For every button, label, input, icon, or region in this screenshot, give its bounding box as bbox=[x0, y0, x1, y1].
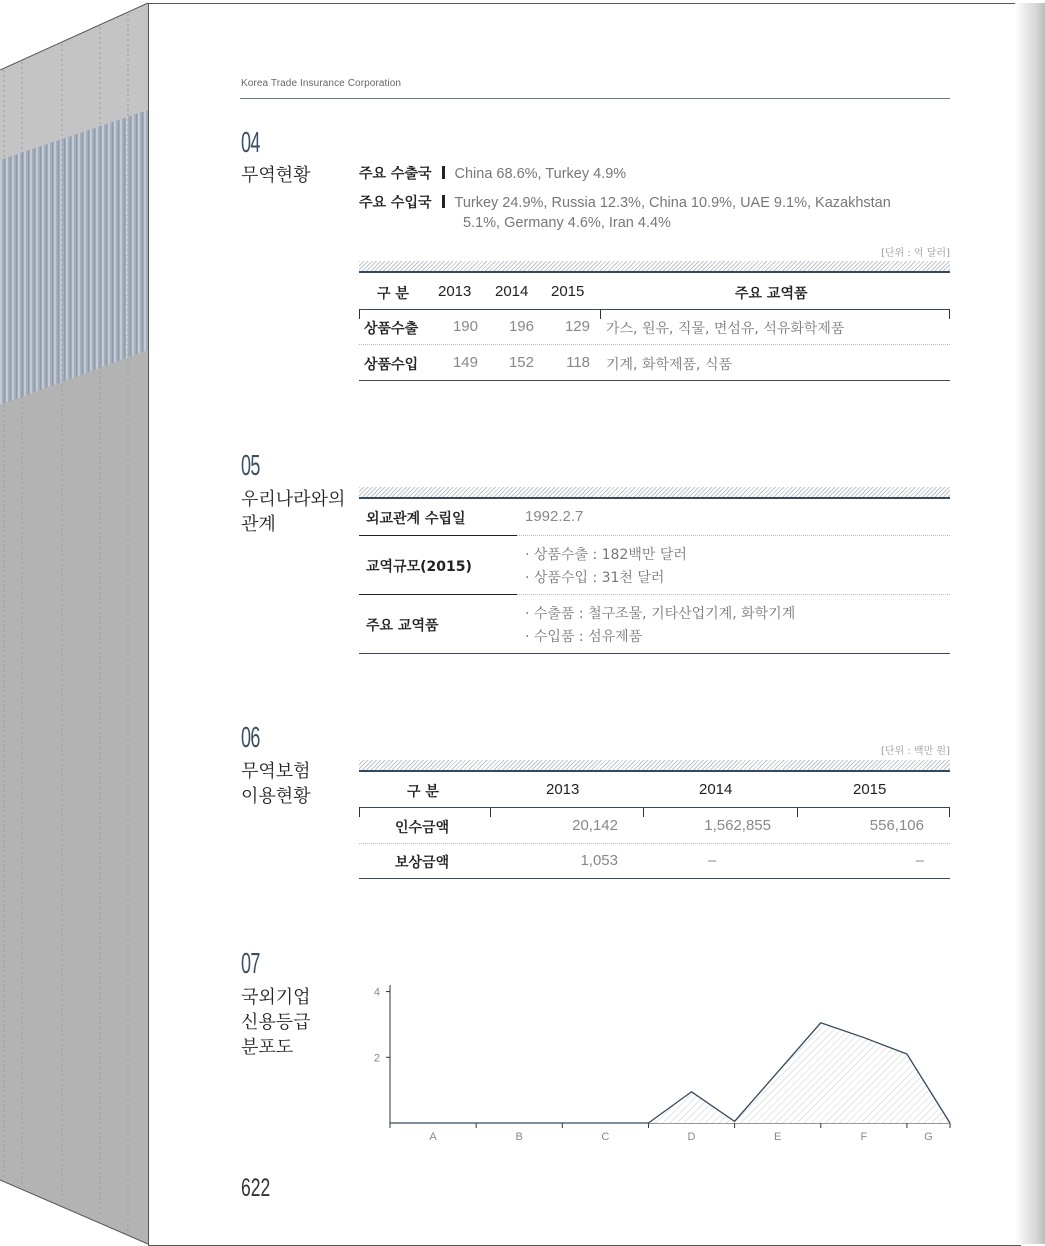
row-value-line: · 상품수입 : 31천 달러 bbox=[525, 570, 665, 586]
table-tick bbox=[949, 807, 950, 817]
unit-label: [단위 : 억 달러] bbox=[880, 248, 950, 259]
separator-bar bbox=[442, 166, 445, 179]
credit-rating-chart bbox=[355, 985, 955, 1150]
row-divider bbox=[359, 344, 950, 345]
y-tick-label: 2 bbox=[373, 1052, 380, 1065]
value-2014: 152 bbox=[508, 354, 534, 371]
table-header: 구 분 bbox=[377, 286, 409, 302]
export-label: 주요 수출국 bbox=[359, 166, 432, 182]
x-tick-label: F bbox=[860, 1131, 868, 1143]
value-2015: 118 bbox=[566, 354, 590, 371]
x-tick-label: A bbox=[429, 1131, 437, 1143]
table-header: 2014 bbox=[495, 283, 529, 300]
row-value-line: · 수출품 : 철구조물, 기타산업기계, 화학기계 bbox=[525, 606, 796, 622]
table-header: 2014 bbox=[699, 781, 733, 798]
y-tick-label: 4 bbox=[373, 986, 380, 999]
section-title-line2: 이용현황 bbox=[241, 786, 311, 807]
header-bottom-rule bbox=[359, 309, 950, 310]
table-bottom-rule bbox=[359, 653, 950, 654]
section-title-line2: 신용등급 bbox=[241, 1012, 311, 1033]
running-header: Korea Trade Insurance Corporation bbox=[241, 78, 402, 89]
table-top-hatch bbox=[359, 261, 950, 273]
import-value: Turkey 24.9%, Russia 12.3%, China 10.9%, UAE 9.1%, Kazakhstan bbox=[454, 195, 891, 211]
row-label: 외교관계 수립일 bbox=[366, 511, 466, 527]
table-tick bbox=[359, 309, 360, 319]
unit-label: [단위 : 백만 원] bbox=[880, 746, 950, 757]
section-title-line3: 분포도 bbox=[241, 1037, 294, 1058]
section-number: 05 bbox=[241, 450, 260, 482]
value-2013: 1,053 bbox=[580, 852, 618, 869]
value-2015: 129 bbox=[564, 318, 590, 335]
import-value-line2: 5.1%, Germany 4.6%, Iran 4.4% bbox=[463, 215, 671, 231]
row-value-line: · 수입품 : 섬유제품 bbox=[525, 629, 643, 645]
table-header: 2013 bbox=[546, 781, 580, 798]
row-label: 상품수출 bbox=[364, 321, 419, 337]
book-spine bbox=[0, 0, 150, 1246]
section-title: 무역보험 bbox=[241, 761, 311, 782]
x-tick-label: G bbox=[924, 1131, 933, 1143]
import-label: 주요 수입국 bbox=[359, 195, 432, 211]
page-number: 622 bbox=[241, 1174, 271, 1202]
row-label: 교역규모(2015) bbox=[366, 559, 472, 575]
table-tick bbox=[797, 807, 798, 817]
row-label: 인수금액 bbox=[395, 820, 450, 836]
export-value: China 68.6%, Turkey 4.9% bbox=[454, 166, 627, 182]
value-2014: 1,562,855 bbox=[704, 817, 771, 834]
table-header: 2013 bbox=[438, 283, 472, 300]
table-header: 2015 bbox=[853, 781, 887, 798]
table-header: 주요 교역품 bbox=[735, 286, 808, 302]
header-bottom-rule bbox=[359, 807, 950, 808]
section-title: 무역현황 bbox=[241, 165, 311, 186]
value-2013: 190 bbox=[452, 318, 478, 335]
section-title-line2: 관계 bbox=[241, 514, 276, 535]
table-top-hatch bbox=[359, 487, 950, 499]
section-number: 07 bbox=[241, 948, 260, 980]
header-rule bbox=[240, 98, 950, 99]
value-2015: 556,106 bbox=[869, 817, 924, 834]
separator-bar bbox=[442, 195, 445, 208]
section-number: 04 bbox=[241, 127, 260, 159]
label-rule bbox=[359, 594, 517, 595]
x-tick-label: B bbox=[515, 1131, 523, 1143]
x-tick-label: E bbox=[774, 1131, 782, 1143]
section-number: 06 bbox=[241, 722, 260, 754]
table-bottom-rule bbox=[359, 380, 950, 381]
value-2015: – bbox=[915, 852, 924, 869]
value-2013: 149 bbox=[452, 354, 478, 371]
value-2014: 196 bbox=[508, 318, 534, 335]
row-value: 1992.2.7 bbox=[525, 508, 584, 525]
main-import-countries bbox=[359, 192, 891, 212]
main-export-countries bbox=[359, 163, 626, 183]
row-divider bbox=[359, 843, 950, 844]
row-label: 보상금액 bbox=[395, 855, 450, 871]
table-header: 구 분 bbox=[407, 784, 439, 800]
table-header: 2015 bbox=[551, 283, 585, 300]
table-tick bbox=[949, 309, 950, 319]
table-top-hatch bbox=[359, 760, 950, 772]
label-rule bbox=[359, 535, 517, 536]
section-title: 우리나라와의 bbox=[241, 489, 346, 510]
row-value-line: · 상품수출 : 182백만 달러 bbox=[525, 547, 687, 563]
page-edge-shadow bbox=[1015, 3, 1045, 1244]
table-bottom-rule bbox=[359, 878, 950, 879]
row-label: 상품수입 bbox=[364, 357, 419, 373]
x-tick-label: D bbox=[687, 1131, 696, 1143]
table-tick bbox=[600, 309, 601, 319]
value-2014: – bbox=[707, 852, 717, 869]
import-value-continued bbox=[463, 215, 671, 231]
table-tick bbox=[490, 807, 491, 817]
row-label: 주요 교역품 bbox=[366, 618, 439, 634]
table-tick bbox=[643, 807, 644, 817]
trade-items: 가스, 원유, 직물, 면섬유, 석유화학제품 bbox=[606, 321, 845, 337]
value-2013: 20,142 bbox=[572, 817, 618, 834]
table-tick bbox=[359, 807, 360, 817]
row-divider bbox=[517, 535, 950, 536]
section-title: 국외기업 bbox=[241, 987, 311, 1008]
row-divider bbox=[517, 594, 950, 595]
x-tick-label: C bbox=[601, 1131, 610, 1143]
trade-items: 기계, 화학제품, 식품 bbox=[606, 357, 732, 373]
